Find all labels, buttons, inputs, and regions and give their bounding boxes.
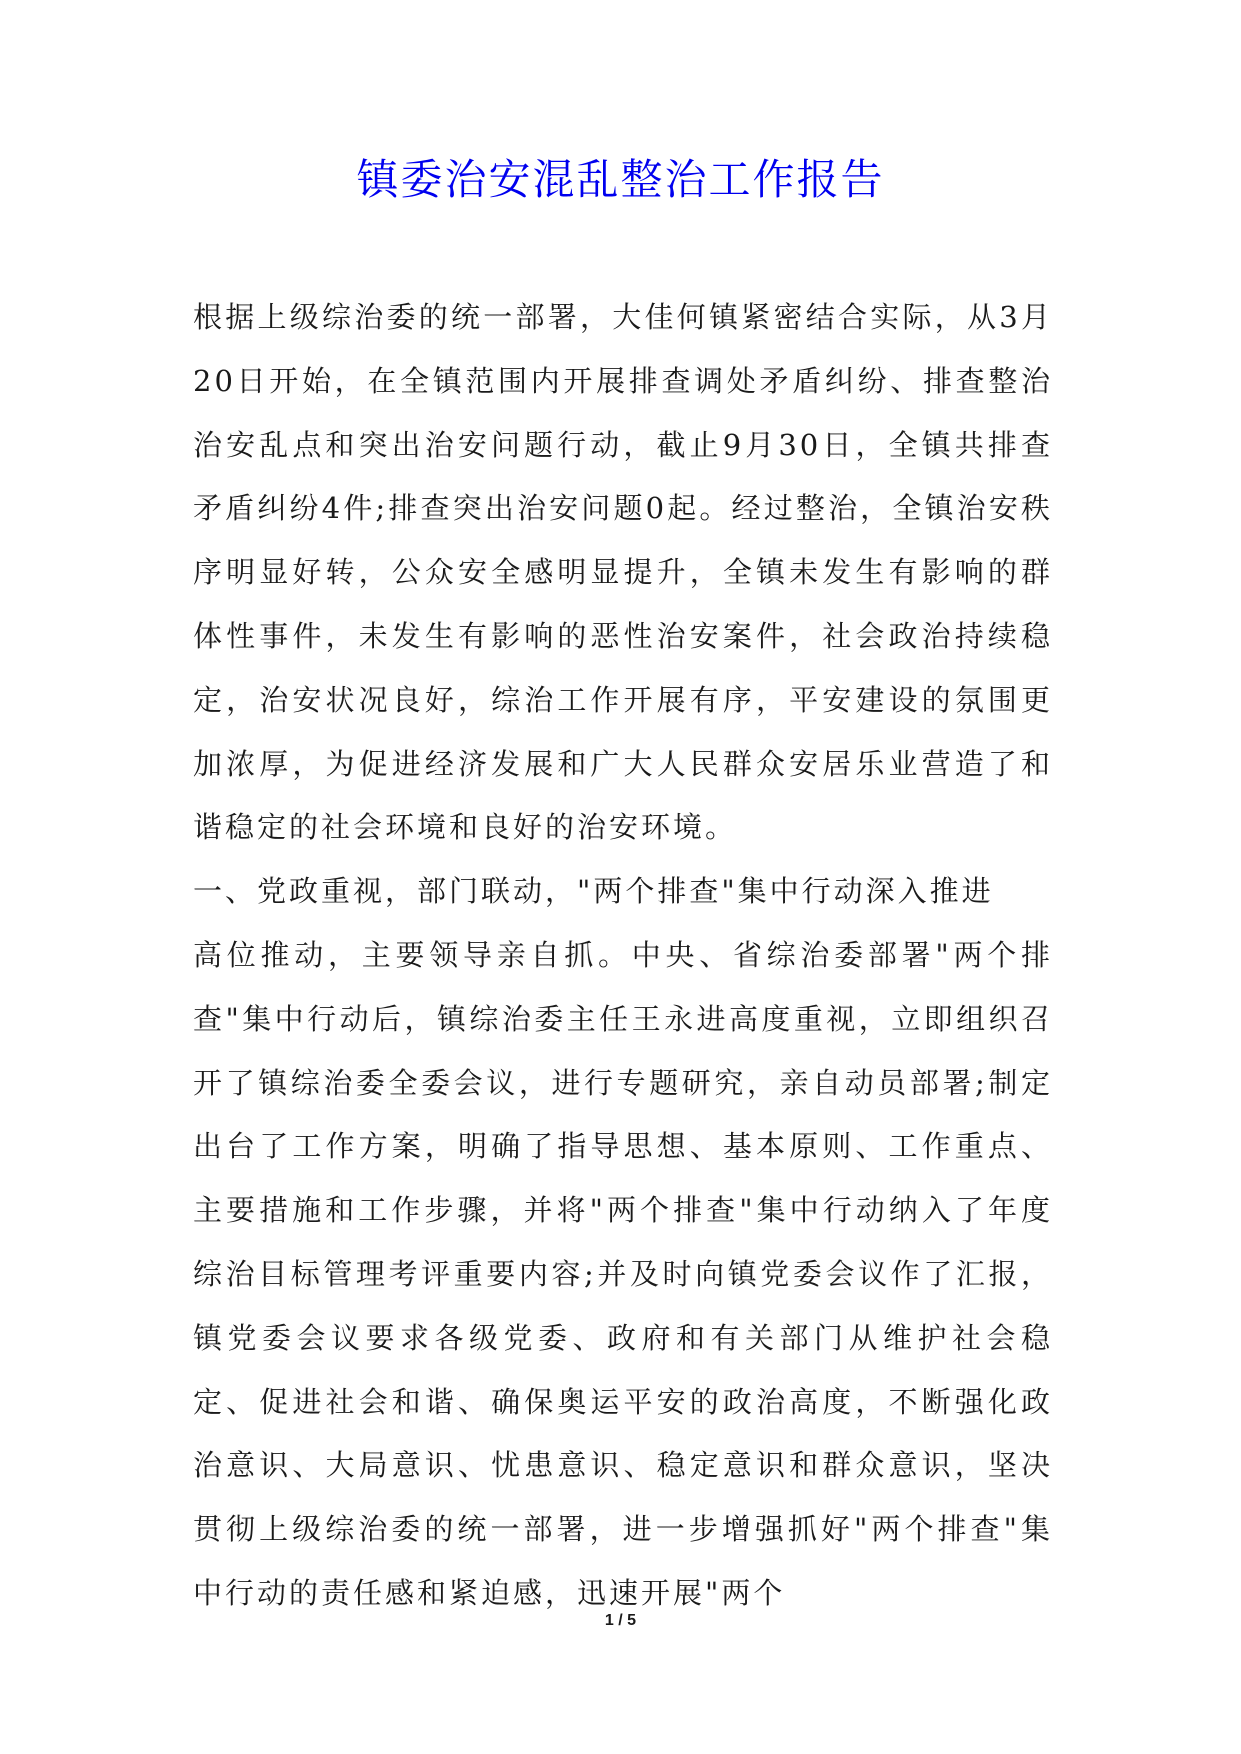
page-number: 1 / 5 [604,1612,637,1629]
section-heading-1: 一、党政重视，部门联动，"两个排查"集中行动深入推进 [193,874,994,909]
document-body [193,286,1053,1626]
paragraph-intro: 根据上级综治委的统一部署，大佳何镇紧密结合实际，从3月20日开始，在全镇范围内开展排查调处矛盾纠纷、排查整治治安乱点和突出治安问题行动，截止9月30日，全镇共排查矛盾纠纷4件;排查突出治安问题0起。经过整治，全镇治安秩序明显好转，公众安全感明显提升，全镇未发生有影响的群体性事件，未发生有影响的恶性治安案件，社会政治持续稳定，治安状况良好，综治工作开展有序，平安建设的氛围更加浓厚，为促进经济发展和广大人民群众安居乐业营造了和谐稳定的社会环境和良好的治安环境。 [193,300,1053,845]
document-title: 镇委治安混乱整治工作报告 [356,155,885,204]
paragraph-section-1: 高位推动，主要领导亲自抓。中央、省综治委部署"两个排查"集中行动后，镇综治委主任王永进高度重视，立即组织召开了镇综治委全委会议，进行专题研究，亲自动员部署;制定出台了工作方案，明确了指导思想、基本原则、工作重点、主要措施和工作步骤，并将"两个排查"集中行动纳入了年度综治目标管理考评重要内容;并及时向镇党委会议作了汇报，镇党委会议要求各级党委、政府和有关部门从维护社会稳定、促进社会和谐、确保奥运平安的政治高度，不断强化政治意识、大局意识、忧患意识、稳定意识和群众意识，坚决贯彻上级综治委的统一部署，进一步增强抓好"两个排查"集中行动的责任感和紧迫感，迅速开展"两个 [193,937,1053,1610]
